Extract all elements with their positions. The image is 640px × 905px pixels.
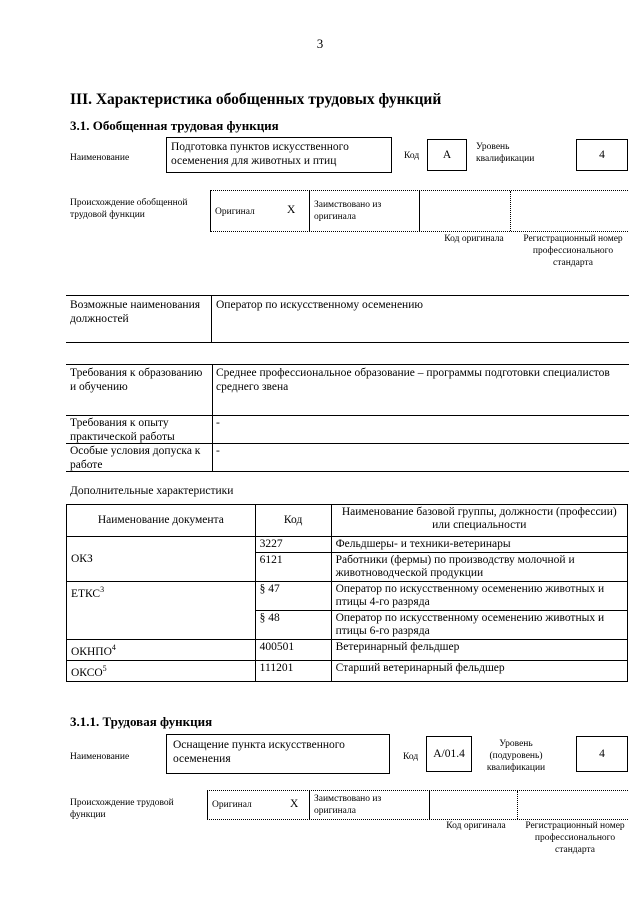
- code-cell: 3227: [255, 537, 331, 553]
- tf-caption-reg: Регистрационный номер профессионального стандарта: [525, 821, 625, 855]
- doc-oknpo: ОКНПО$^4$: [67, 640, 256, 661]
- tf-borrowed-label: Заимствовано из оригинала: [314, 794, 382, 816]
- gtf-original-cell: [210, 191, 310, 231]
- gtf-heading: 3.1. Обобщенная трудовая функция: [70, 118, 279, 133]
- header-code: Код: [255, 505, 331, 537]
- gtf-borrowed-label: Заимствовано из оригинала: [314, 200, 382, 222]
- tf-borrowed-cell: [310, 791, 430, 819]
- tf-name-box: [166, 734, 390, 774]
- gtf-level-label: Уровень квалификации: [476, 142, 535, 164]
- gtf-level-value: 4: [599, 149, 605, 161]
- requirement-value-conditions: -: [216, 445, 220, 457]
- requirement-label-experience: Требования к опыту практической работы: [70, 417, 175, 443]
- name-cell: Оператор по искусственному осеменению животных и птицы 6-го разряда: [331, 611, 627, 640]
- gtf-code-value: A: [442, 149, 452, 161]
- code-cell: § 47: [255, 582, 331, 611]
- tf-origin-table: [207, 790, 628, 820]
- tf-heading: 3.1.1. Трудовая функция: [70, 714, 213, 729]
- tf-name-value: Оснащение пункта искусственного осеменения: [173, 739, 345, 765]
- name-cell: Фельдшеры- и техники-ветеринары: [331, 537, 627, 553]
- gtf-name-box: [166, 137, 392, 173]
- name-cell: Работники (фермы) по производству молочной и животноводческой продукции: [331, 553, 627, 582]
- tf-origin-label: Происхождение трудовой функции: [70, 798, 174, 820]
- additional-title: Дополнительные характеристики: [70, 485, 234, 497]
- gtf-borrowed-cell: [310, 191, 420, 231]
- name-cell: Старший ветеринарный фельдшер: [331, 660, 627, 681]
- tf-level-label: Уровень (подуровень) квалификации: [486, 739, 546, 773]
- gtf-name-label: Наименование: [70, 153, 130, 163]
- doc-okz: ОКЗ: [67, 537, 256, 582]
- doc-etks: ЕТКС$^3$: [67, 582, 256, 640]
- tf-caption-code: Код оригинала: [446, 821, 506, 831]
- tf-code-box: [426, 736, 472, 772]
- code-cell: 111201: [255, 660, 331, 681]
- tf-code-value: A/01.4: [433, 748, 465, 760]
- gtf-level-box: [576, 139, 628, 171]
- code-cell: 6121: [255, 553, 331, 582]
- name-cell: Оператор по искусственному осеменению животных и птицы 4-го разряда: [331, 582, 627, 611]
- gtf-caption-reg: Регистрационный номер профессионального стандарта: [523, 234, 623, 268]
- positions-table: [66, 295, 629, 343]
- code-cell: 400501: [255, 640, 331, 661]
- section-title: III. Характеристика обобщенных трудовых функций: [70, 91, 442, 108]
- page-number: 3: [316, 36, 324, 51]
- header-document: Наименование документа: [67, 505, 256, 537]
- tf-name-label: Наименование: [70, 752, 130, 762]
- tf-level-box: [576, 736, 628, 772]
- positions-value: Оператор по искусственному осеменению: [216, 299, 423, 311]
- gtf-code-box: [427, 139, 467, 171]
- tf-original-mark: X: [290, 798, 299, 810]
- name-cell: Ветеринарный фельдшер: [331, 640, 627, 661]
- requirement-label-conditions: Особые условия допуска к работе: [70, 445, 201, 471]
- gtf-name-value: Подготовка пунктов искусственного осеменения для животных и птиц: [171, 141, 349, 167]
- requirement-label-education: Требования к образованию и обучению: [70, 367, 203, 393]
- positions-label: Возможные наименования должностей: [66, 296, 212, 342]
- tf-original-label: Оригинал: [212, 800, 252, 810]
- gtf-original-label: Оригинал: [215, 207, 255, 217]
- tf-level-value: 4: [599, 748, 605, 760]
- gtf-original-mark: X: [287, 204, 296, 216]
- gtf-origin-table: [210, 190, 628, 232]
- header-group-name: Наименование базовой группы, должности (профессии) или специальности: [331, 505, 627, 537]
- gtf-code-label: Код: [404, 151, 420, 161]
- gtf-caption-code: Код оригинала: [444, 234, 504, 244]
- gtf-origin-label: Происхождение обобщенной трудовой функции: [70, 198, 188, 220]
- requirement-value-education: Среднее профессиональное образование – программы подготовки специалистов среднего звена: [216, 367, 610, 393]
- requirement-value-experience: -: [216, 417, 220, 429]
- tf-code-label: Код: [403, 752, 419, 762]
- divider: [510, 191, 512, 231]
- tf-original-cell: [207, 791, 310, 819]
- doc-okso: ОКСО$^5$: [67, 660, 256, 681]
- requirements-table: [66, 364, 629, 472]
- divider: [517, 791, 519, 819]
- code-cell: § 48: [255, 611, 331, 640]
- additional-table: [66, 504, 628, 682]
